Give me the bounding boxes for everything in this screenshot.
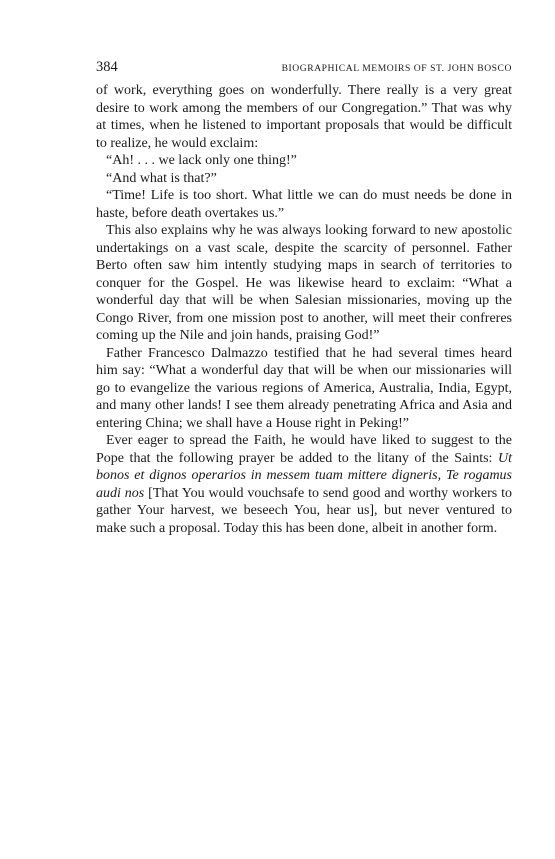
paragraph-litany-prayer — [96, 432, 512, 537]
body-text — [96, 82, 512, 537]
paragraph-dialogue-3: “Time! Life is too short. What little we can do must needs be done in haste, before death overtakes us.” — [96, 188, 512, 221]
page-number: 384 — [96, 59, 118, 75]
paragraph-dialogue-1: “Ah! . . . we lack only one thing!” — [106, 153, 297, 168]
book-page — [96, 60, 512, 537]
latin-prayer: Ut bonos et dignos operarios in messem tuam mittere digneris, Te rogamus audi nos — [96, 450, 512, 501]
litany-text-before: Ever eager to spread the Faith, he would have liked to suggest to the Pope that the following prayer be added to the litany of the Saints: — [96, 433, 512, 466]
paragraph-dalmazzo-testimony: Father Francesco Dalmazzo testified that he had several times heard him say: “What a wonderful day that will be when our missionaries will go to evangelize the various regions of America, Australia, India, Egypt, and many other lands! I see them already penetrating Africa and Asia and entering China; we shall have a House right in Peking!” — [96, 345, 512, 431]
paragraph-continuation: of work, everything goes on wonderfully. There really is a very great desire to work among the members of our Congregation.” That was why at times, when he listened to important proposals that would be difficult to realize, he would exclaim: — [96, 83, 512, 151]
litany-text-after: [That You would vouchsafe to send good and worthy workers to gather Your harvest, we beseech You, hear us], but never ventured to make such a proposal. Today this has been done, albeit in another form. — [96, 485, 512, 536]
running-head — [96, 60, 512, 82]
running-title: BIOGRAPHICAL MEMOIRS OF ST. JOHN BOSCO — [281, 63, 512, 74]
paragraph-missions-congo: This also explains why he was always looking forward to new apostolic undertakings on a vast scale, despite the scarcity of personnel. Father Berto often saw him intently studying maps in search of territories to conquer for the Gospel. He was likewise heard to exclaim: “What a wonderful day that will be when Salesian missionaries, moving up the Congo River, from one mission post to another, will meet their confreres coming up the Nile and join hands, praising God!” — [96, 223, 512, 343]
paragraph-dialogue-2: “And what is that?” — [106, 170, 217, 186]
